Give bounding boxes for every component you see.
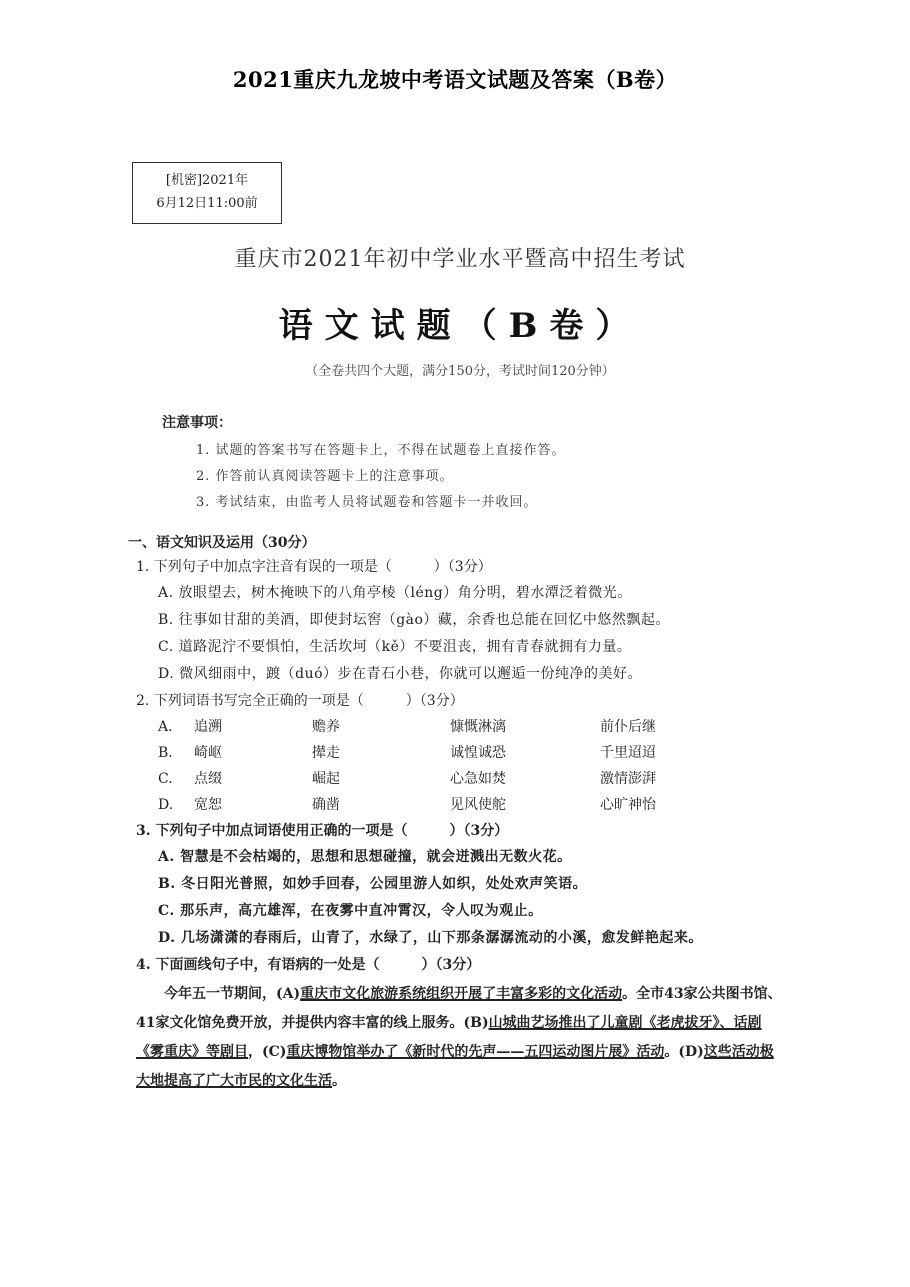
option-word: 确凿 <box>312 797 340 813</box>
scanned-exam-page <box>110 150 810 1110</box>
option-word: 心旷神怡 <box>600 797 656 813</box>
passage-text: 。(D) <box>664 1044 704 1060</box>
question-1-option-c: C. 道路泥泞不要惧怕，生活坎坷（kě）不要沮丧，拥有青春就拥有力量。 <box>158 639 632 655</box>
question-3-option-c: C. 那乐声，高亢雄浑，在夜雾中直冲霄汉，令人叹为观止。 <box>158 903 543 919</box>
question-3-stem: 3. 下列句子中加点词语使用正确的一项是（ ）（3分） <box>136 823 509 839</box>
option-letter: B. <box>158 745 173 761</box>
section-heading: 一、语文知识及运用（30分） <box>128 535 316 551</box>
option-word: 追溯 <box>194 719 222 735</box>
paper-title: 语文试题（B卷） <box>278 306 642 346</box>
option-word: 千里迢迢 <box>600 745 656 761</box>
document-title: 2021重庆九龙坡中考语文试题及答案（B卷） <box>232 67 678 92</box>
notice-heading: 注意事项： <box>162 415 232 431</box>
question-1-option-b: B. 往事如甘甜的美酒，即使封坛窖（gào）藏，余香也总能在回忆中悠然飘起。 <box>158 612 670 628</box>
option-word: 诚惶诚恐 <box>450 745 506 761</box>
confidential-line-2: 6月12日11:00前 <box>156 196 258 211</box>
underlined-sentence-a: 重庆市文化旅游系统组织开展了丰富多彩的文化活动 <box>300 986 623 1002</box>
option-word: 撵走 <box>312 745 340 761</box>
question-3-option-a: A. 智慧是不会枯竭的，思想和思想碰撞，就会迸溅出无数火花。 <box>158 849 572 865</box>
paper-note: （全卷共四个大题，满分150分，考试时间120分钟） <box>305 364 615 379</box>
passage-text: ，(C) <box>248 1044 287 1060</box>
question-4-stem: 4. 下面画线句子中，有语病的一处是（ ）（3分） <box>136 957 481 973</box>
option-word: 点缀 <box>194 771 222 787</box>
question-1-stem: 1. 下列句子中加点字注音有误的一项是（ ）（3分） <box>136 559 492 575</box>
question-1-option-d: D. 微风细雨中，踱（duó）步在青石小巷，你就可以邂逅一份纯净的美好。 <box>158 666 643 682</box>
underlined-sentence-c: 重庆博物馆举办了《新时代的先声——五四运动图片展》活动 <box>286 1044 665 1060</box>
option-letter: C. <box>158 771 173 787</box>
option-letter: D. <box>158 797 174 813</box>
option-word: 慷慨淋漓 <box>450 719 506 735</box>
option-word: 崎岖 <box>194 745 222 761</box>
option-letter: A. <box>158 719 173 735</box>
passage-text: 。全市43家公共图书馆、41家文化馆免费开放，并提供内容丰富的线上服务。(B) <box>136 986 782 1031</box>
passage-text: 今年五一节期间，(A) <box>164 986 301 1002</box>
underlined-sentence-b: 山城曲艺场推出了儿童剧《老虎拔牙》、话剧《雾重庆》等剧目 <box>136 1015 762 1060</box>
notice-list <box>196 438 756 516</box>
question-2-option-a <box>158 714 806 740</box>
question-2-stem: 2. 下列词语书写完全正确的一项是（ ）（3分） <box>136 693 464 709</box>
question-2-option-d <box>158 792 806 818</box>
question-2-options <box>136 714 806 818</box>
notice-item: 3. 考试结束，由监考人员将试题卷和答题卡一并收回。 <box>196 495 538 510</box>
notice-item: 1. 试题的答案书写在答题卡上，不得在试题卷上直接作答。 <box>196 443 566 458</box>
option-word: 崛起 <box>312 771 340 787</box>
question-2-option-b <box>158 740 806 766</box>
underlined-sentence-d: 这些活动极大地提高了广大市民的文化生活 <box>136 1044 774 1089</box>
exam-name: 重庆市2021年初中学业水平暨高中招生考试 <box>234 247 686 272</box>
question-list <box>136 554 806 1096</box>
notice-item: 2. 作答前认真阅读答题卡上的注意事项。 <box>196 469 454 484</box>
option-word: 赡养 <box>312 719 340 735</box>
question-2-option-c <box>158 766 806 792</box>
question-4-passage <box>136 980 786 1096</box>
passage-text: 。 <box>332 1073 346 1089</box>
question-3-option-b: B. 冬日阳光普照，如妙手回春，公园里游人如织，处处欢声笑语。 <box>158 876 588 892</box>
option-word: 前仆后继 <box>600 719 656 735</box>
question-1-option-a: A. 放眼望去，树木掩映下的八角亭棱（léng）角分明，碧水潭泛着微光。 <box>158 585 632 601</box>
option-word: 激情澎湃 <box>600 771 656 787</box>
option-word: 心急如焚 <box>450 771 506 787</box>
option-word: 宽恕 <box>194 797 222 813</box>
confidential-stamp-box <box>132 162 282 224</box>
confidential-line-1: [机密]2021年 <box>165 173 249 188</box>
option-word: 见风使舵 <box>450 797 506 813</box>
question-3-option-d: D. 几场潇潇的春雨后，山青了，水绿了，山下那条潺潺流动的小溪，愈发鲜艳起来。 <box>158 930 703 946</box>
